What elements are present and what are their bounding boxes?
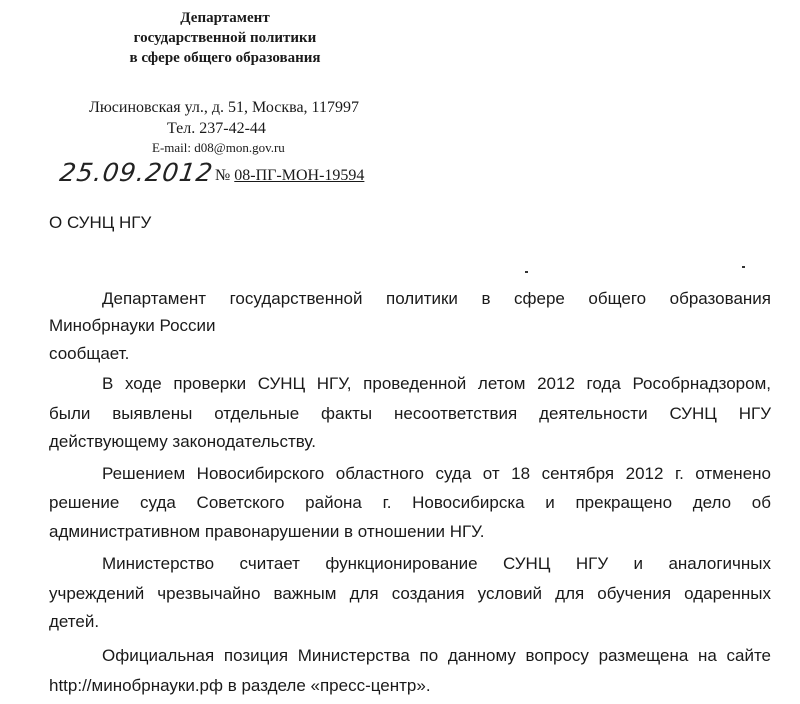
registration-number-value: 08-ПГ-МОН-19594 xyxy=(234,167,365,184)
registration-number xyxy=(215,167,364,185)
body-line-3: сообщает. xyxy=(49,344,130,363)
body-line-9: административном правонарушении в отношении НГУ. xyxy=(49,522,485,541)
letterhead-line-3: в сфере общего образования xyxy=(129,50,321,66)
letterhead-email: E-mail: d08@mon.gov.ru xyxy=(152,140,285,155)
body-line-13: Официальная позиция Министерства по данному вопросу размещена на сайте xyxy=(102,646,771,665)
handwritten-date: 25.09.2012 xyxy=(57,158,216,187)
body-line-12: детей. xyxy=(49,612,100,631)
scan-speck xyxy=(742,266,745,268)
body-line-5: были выявлены отдельные факты несоответствия деятельности СУНЦ НГУ xyxy=(49,404,771,423)
letterhead-address: Люсиновская ул., д. 51, Москва, 117997 xyxy=(89,99,359,116)
body-line-7: Решением Новосибирского областного суда от 18 сентября 2012 г. отменено xyxy=(102,464,771,483)
body-line-14: http://минобрнауки.рф в разделе «пресс-центр». xyxy=(49,676,431,695)
number-sign: № xyxy=(215,167,231,184)
body-line-1: Департамент государственной политики в сфере общего образования xyxy=(102,289,771,308)
body-line-2: Минобрнауки России xyxy=(49,316,216,335)
body-line-8: решение суда Советского района г. Новосибирска и прекращено дело об xyxy=(49,493,771,512)
body-line-4: В ходе проверки СУНЦ НГУ, проведенной летом 2012 года Рособрнадзором, xyxy=(102,374,771,393)
letter-subject: О СУНЦ НГУ xyxy=(49,213,152,232)
body-line-6: действующему законодательству. xyxy=(49,432,316,451)
letterhead-department xyxy=(100,8,350,68)
letterhead-phone: Тел. 237-42-44 xyxy=(167,120,266,137)
body-line-11: учреждений чрезвычайно важным для создания условий для обучения одаренных xyxy=(49,584,771,603)
letterhead-line-2: государственной политики xyxy=(133,30,317,46)
letterhead-line-1: Департамент xyxy=(180,10,270,26)
body-line-10: Министерство считает функционирование СУНЦ НГУ и аналогичных xyxy=(102,554,771,573)
scan-speck xyxy=(525,271,528,273)
